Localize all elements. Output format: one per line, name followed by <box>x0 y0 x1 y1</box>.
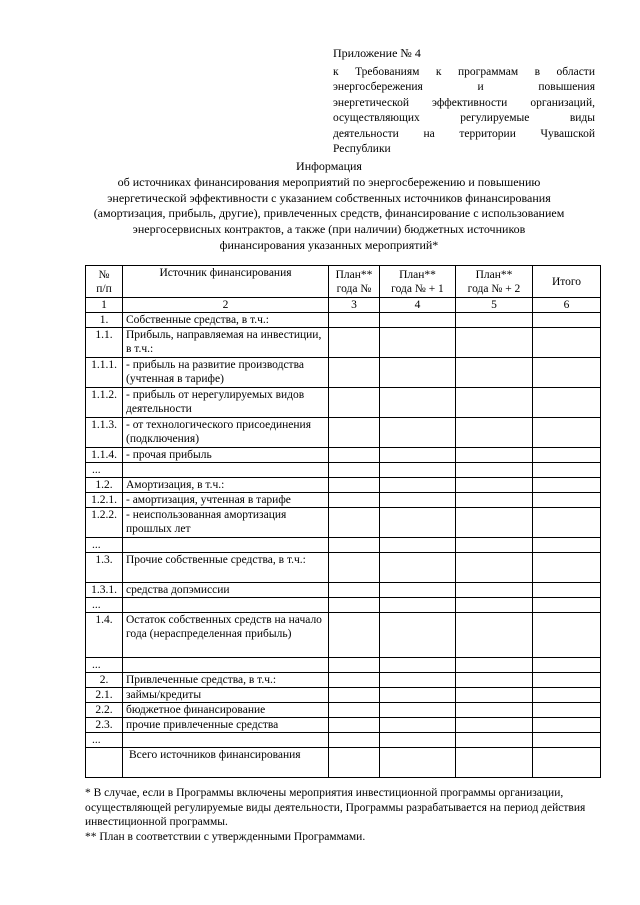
value-cell <box>456 358 533 388</box>
appendix-title: Приложение № 4 <box>333 46 421 60</box>
row-source <box>123 598 329 613</box>
header-plan-year-n2: План** года № + 2 <box>456 266 533 298</box>
value-cell <box>456 328 533 358</box>
value-cell <box>380 313 456 328</box>
column-index: 2 <box>123 298 329 313</box>
value-cell <box>533 508 601 538</box>
value-cell <box>329 358 380 388</box>
value-cell <box>533 448 601 463</box>
row-source: - прибыль от нерегулируемых видов деятельности <box>123 388 329 418</box>
row-source: Привлеченные средства, в т.ч.: <box>123 673 329 688</box>
value-cell <box>329 733 380 748</box>
row-number: 1.1.1. <box>86 358 123 388</box>
row-source: - прибыль на развитие производства (учтенная в тарифе) <box>123 358 329 388</box>
table-row <box>86 463 601 478</box>
row-source: займы/кредиты <box>123 688 329 703</box>
heading-line: энергосервисных контрактов, а также (при наличии) бюджетных источников <box>132 222 526 237</box>
value-cell <box>456 418 533 448</box>
table-row <box>86 388 601 418</box>
value-cell <box>380 658 456 673</box>
column-index: 6 <box>533 298 601 313</box>
row-number: 2. <box>86 673 123 688</box>
row-number: 1.3.1. <box>86 583 123 598</box>
value-cell <box>329 508 380 538</box>
row-number: 2.3. <box>86 718 123 733</box>
value-cell <box>533 748 601 778</box>
heading-line: об источниках финансирования мероприятий по энергосбережению и повышению <box>117 174 541 189</box>
table-row <box>86 748 601 778</box>
value-cell <box>533 328 601 358</box>
value-cell <box>533 358 601 388</box>
value-cell <box>380 703 456 718</box>
appendix-block <box>333 46 595 158</box>
row-number: 1.2.2. <box>86 508 123 538</box>
value-cell <box>533 493 601 508</box>
heading-title: Информация <box>296 159 362 173</box>
value-cell <box>456 313 533 328</box>
row-source: - неиспользованная амортизация прошлых лет <box>123 508 329 538</box>
value-cell <box>533 553 601 583</box>
appendix-line: энергосбережения и повышения <box>333 81 595 93</box>
header-plan-year-n: План** года № <box>329 266 380 298</box>
value-cell <box>380 598 456 613</box>
footnote: ** План в соответствии с утвержденными Программами. <box>85 830 366 843</box>
table-row <box>86 673 601 688</box>
value-cell <box>329 553 380 583</box>
column-index: 4 <box>380 298 456 313</box>
value-cell <box>329 328 380 358</box>
value-cell <box>456 508 533 538</box>
value-cell <box>533 703 601 718</box>
table-row <box>86 658 601 673</box>
table-row <box>86 703 601 718</box>
value-cell <box>380 718 456 733</box>
column-index-row <box>86 298 601 313</box>
value-cell <box>329 538 380 553</box>
value-cell <box>456 493 533 508</box>
row-number: ... <box>86 733 123 748</box>
header-total: Итого <box>533 266 601 298</box>
appendix-line: Республики <box>333 143 391 155</box>
value-cell <box>533 673 601 688</box>
row-source: Амортизация, в т.ч.: <box>123 478 329 493</box>
header-source: Источник финансирования <box>123 266 329 298</box>
row-number: ... <box>86 658 123 673</box>
value-cell <box>456 718 533 733</box>
value-cell <box>380 613 456 658</box>
value-cell <box>329 658 380 673</box>
appendix-line: к Требованиям к программам в области <box>333 65 595 78</box>
row-source <box>123 463 329 478</box>
value-cell <box>380 463 456 478</box>
table-row <box>86 508 601 538</box>
value-cell <box>533 388 601 418</box>
column-index: 1 <box>86 298 123 313</box>
table-row <box>86 598 601 613</box>
value-cell <box>456 673 533 688</box>
value-cell <box>456 748 533 778</box>
heading-line: энергетической эффективности с указанием собственных источников финансирования <box>107 190 551 205</box>
row-number <box>86 748 123 778</box>
row-number: 1.1.4. <box>86 448 123 463</box>
row-source <box>123 538 329 553</box>
table-row <box>86 718 601 733</box>
value-cell <box>329 388 380 418</box>
row-source: Остаток собственных средств на начало года (нераспределенная прибыль) <box>123 613 329 658</box>
value-cell <box>456 388 533 418</box>
row-source <box>123 658 329 673</box>
heading-line: (амортизация, прибыль, другие), привлеченных средств, финансирование с использованием <box>93 206 565 221</box>
row-source: - прочая прибыль <box>123 448 329 463</box>
row-number: ... <box>86 463 123 478</box>
value-cell <box>329 598 380 613</box>
appendix-line: деятельности на территории Чувашской <box>333 127 595 140</box>
row-source: Собственные средства, в т.ч.: <box>123 313 329 328</box>
value-cell <box>329 478 380 493</box>
heading-line: финансирования указанных мероприятий* <box>219 237 439 252</box>
value-cell <box>329 703 380 718</box>
value-cell <box>380 553 456 583</box>
row-number: 1.1. <box>86 328 123 358</box>
table-row <box>86 553 601 583</box>
value-cell <box>533 658 601 673</box>
header-number: № п/п <box>86 266 123 298</box>
footnotes <box>85 786 600 844</box>
document-heading <box>84 159 574 254</box>
row-number: 2.1. <box>86 688 123 703</box>
value-cell <box>329 418 380 448</box>
row-source: Прибыль, направляемая на инвестиции, в т.ч.: <box>123 328 329 358</box>
value-cell <box>456 553 533 583</box>
row-number: 1.4. <box>86 613 123 658</box>
value-cell <box>456 733 533 748</box>
value-cell <box>329 463 380 478</box>
row-number: 1.2. <box>86 478 123 493</box>
row-number: 1.1.2. <box>86 388 123 418</box>
row-source: средства допэмиссии <box>123 583 329 598</box>
table-row <box>86 478 601 493</box>
value-cell <box>380 673 456 688</box>
row-number: 1.2.1. <box>86 493 123 508</box>
value-cell <box>329 613 380 658</box>
table-row <box>86 358 601 388</box>
table-row <box>86 493 601 508</box>
value-cell <box>380 358 456 388</box>
column-index: 3 <box>329 298 380 313</box>
value-cell <box>533 598 601 613</box>
value-cell <box>380 688 456 703</box>
value-cell <box>456 478 533 493</box>
value-cell <box>329 313 380 328</box>
row-source: прочие привлеченные средства <box>123 718 329 733</box>
value-cell <box>329 583 380 598</box>
value-cell <box>533 718 601 733</box>
row-number: 1.1.3. <box>86 418 123 448</box>
value-cell <box>533 688 601 703</box>
row-number: 1.3. <box>86 553 123 583</box>
value-cell <box>380 538 456 553</box>
value-cell <box>380 748 456 778</box>
value-cell <box>456 688 533 703</box>
value-cell <box>380 418 456 448</box>
table-row <box>86 688 601 703</box>
row-number: 2.2. <box>86 703 123 718</box>
table-row <box>86 583 601 598</box>
value-cell <box>329 748 380 778</box>
value-cell <box>380 328 456 358</box>
header-plan-year-n1: План** года № + 1 <box>380 266 456 298</box>
row-source: бюджетное финансирование <box>123 703 329 718</box>
value-cell <box>380 733 456 748</box>
footnote: * В случае, если в Программы включены мероприятия инвестиционной программы организации, осуществляющей регулируемые виды деятельности, Программы разрабатывается на период действия инвестиционной программы. <box>85 787 586 828</box>
value-cell <box>329 448 380 463</box>
value-cell <box>533 313 601 328</box>
value-cell <box>456 658 533 673</box>
value-cell <box>533 418 601 448</box>
appendix-line: осуществляющих регулируемые виды <box>333 112 595 124</box>
value-cell <box>533 463 601 478</box>
value-cell <box>329 673 380 688</box>
table-row <box>86 328 601 358</box>
table-row <box>86 538 601 553</box>
row-source: Всего источников финансирования <box>123 748 329 778</box>
value-cell <box>380 493 456 508</box>
value-cell <box>456 463 533 478</box>
value-cell <box>533 538 601 553</box>
row-source: - амортизация, учтенная в тарифе <box>123 493 329 508</box>
row-number: 1. <box>86 313 123 328</box>
value-cell <box>456 703 533 718</box>
row-source: - от технологического присоединения (подключения) <box>123 418 329 448</box>
value-cell <box>456 538 533 553</box>
value-cell <box>380 583 456 598</box>
value-cell <box>456 613 533 658</box>
row-number: ... <box>86 598 123 613</box>
value-cell <box>456 583 533 598</box>
value-cell <box>533 733 601 748</box>
row-number: ... <box>86 538 123 553</box>
row-source <box>123 733 329 748</box>
column-index: 5 <box>456 298 533 313</box>
value-cell <box>456 448 533 463</box>
appendix-line: энергетической эффективности организаций, <box>333 96 595 109</box>
table-row <box>86 313 601 328</box>
table-row <box>86 448 601 463</box>
value-cell <box>533 478 601 493</box>
value-cell <box>380 388 456 418</box>
value-cell <box>329 688 380 703</box>
table-row <box>86 613 601 658</box>
value-cell <box>329 493 380 508</box>
value-cell <box>329 718 380 733</box>
row-source: Прочие собственные средства, в т.ч.: <box>123 553 329 583</box>
value-cell <box>380 508 456 538</box>
value-cell <box>456 598 533 613</box>
table-row <box>86 418 601 448</box>
value-cell <box>533 613 601 658</box>
value-cell <box>380 478 456 493</box>
value-cell <box>533 583 601 598</box>
value-cell <box>380 448 456 463</box>
table-row <box>86 733 601 748</box>
financing-table <box>85 265 601 778</box>
